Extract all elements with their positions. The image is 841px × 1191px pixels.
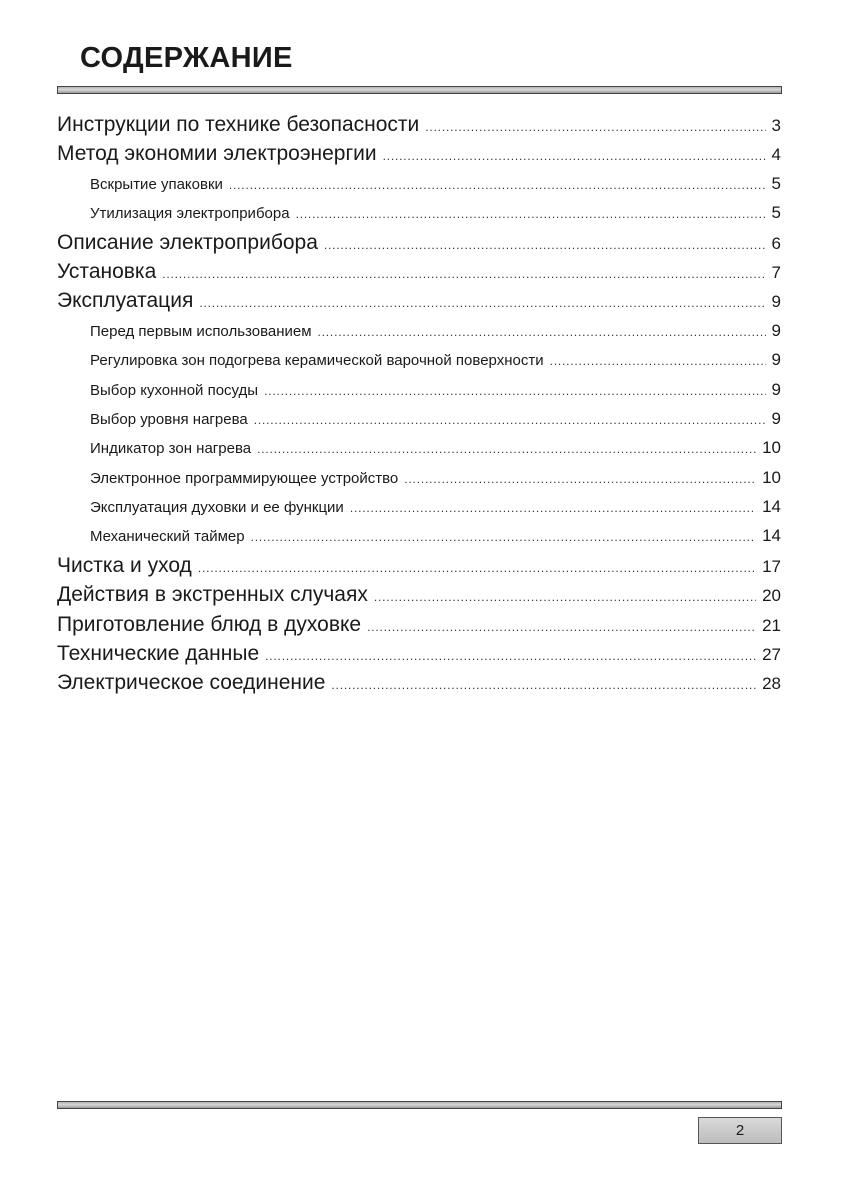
toc-entry[interactable] [57, 668, 781, 697]
toc-entry-page: 3 [771, 116, 781, 135]
header-rule [57, 86, 782, 94]
toc-dot-leader [265, 650, 756, 662]
toc-entry-page: 4 [771, 145, 781, 165]
toc-dot-leader [251, 531, 757, 543]
toc-entry-label: Электронное программирующее устройство [90, 469, 399, 487]
toc-dot-leader [198, 562, 756, 574]
toc-entry-page: 9 [771, 292, 781, 312]
toc-entry-page: 17 [762, 556, 781, 576]
toc-dot-leader [264, 385, 765, 397]
toc-entry-page: 9 [771, 408, 781, 428]
toc-entry-label: Метод экономии электроэнергии [57, 142, 377, 166]
toc-dot-leader [350, 502, 756, 514]
toc-entry-page: 6 [771, 233, 781, 253]
toc-entry[interactable] [57, 610, 781, 639]
toc-entry-label: Перед первым использованием [90, 322, 312, 340]
toc-entry[interactable] [57, 257, 781, 286]
toc-dot-leader [296, 208, 766, 220]
toc-entry-label: Установка [57, 259, 157, 283]
toc-entry-page: 28 [762, 674, 781, 694]
page-title: СОДЕРЖАНИЕ [80, 42, 293, 74]
toc-dot-leader [318, 326, 766, 338]
toc-entry[interactable] [57, 551, 781, 580]
toc-entry-page: 9 [771, 320, 781, 340]
toc-entry-page: 21 [762, 615, 781, 635]
toc-entry[interactable] [57, 228, 781, 257]
toc-dot-leader [331, 679, 756, 691]
toc-entry-label: Действия в экстренных случаях [57, 583, 368, 607]
toc-subentry[interactable] [57, 433, 781, 462]
toc-dot-leader [374, 591, 756, 603]
toc-entry-label: Инструкции по технике безопасности [57, 113, 420, 136]
toc-entry-label: Чистка и уход [57, 553, 192, 577]
toc-subentry[interactable] [57, 404, 781, 433]
toc-dot-leader [229, 179, 766, 191]
footer-rule [57, 1101, 782, 1109]
toc-entry-label: Утилизация электроприбора [90, 205, 290, 223]
toc-entry[interactable] [57, 139, 781, 168]
toc-dot-leader [324, 239, 766, 251]
toc-entry-label: Электрическое соединение [57, 671, 326, 695]
toc-subentry[interactable] [57, 345, 781, 374]
page-number: 2 [698, 1117, 782, 1144]
toc-dot-leader [199, 297, 765, 309]
toc-entry-page: 14 [762, 526, 781, 546]
toc-dot-leader [162, 268, 765, 280]
toc-entry-page: 10 [762, 438, 781, 458]
toc-subentry[interactable] [57, 316, 781, 345]
toc-entry[interactable] [57, 580, 781, 609]
toc-entry-label: Механический таймер [90, 528, 245, 546]
toc-subentry[interactable] [57, 375, 781, 404]
toc-entry-label: Приготовление блюд в духовке [57, 612, 362, 636]
toc-entry-page: 27 [762, 645, 781, 665]
toc-subentry[interactable] [57, 521, 781, 550]
table-of-contents [57, 110, 781, 698]
toc-dot-leader [367, 621, 756, 633]
toc-entry-label: Технические данные [57, 642, 260, 666]
toc-entry-label: Регулировка зон подогрева керамической варочной поверхности [90, 352, 544, 370]
toc-entry[interactable] [57, 286, 781, 315]
toc-entry-page: 5 [771, 173, 781, 193]
toc-entry-label: Вскрытие упаковки [90, 175, 223, 193]
toc-subentry[interactable] [57, 169, 781, 198]
toc-entry-label: Индикатор зон нагрева [90, 440, 252, 458]
toc-subentry[interactable] [57, 198, 781, 227]
toc-dot-leader [383, 150, 766, 162]
toc-entry-page: 10 [762, 467, 781, 487]
toc-entry-label: Описание электроприбора [57, 230, 318, 254]
toc-entry-page: 5 [771, 203, 781, 223]
toc-entry-page: 9 [771, 350, 781, 370]
toc-entry-label: Эксплуатация духовки и ее функции [90, 499, 344, 517]
toc-dot-leader [257, 443, 756, 455]
toc-dot-leader [550, 355, 766, 367]
toc-entry-label: Выбор уровня нагрева [90, 410, 248, 428]
toc-entry[interactable] [57, 110, 781, 139]
toc-entry-page: 20 [762, 586, 781, 606]
toc-entry-label: Эксплуатация [57, 289, 194, 313]
toc-entry-label: Выбор кухонной посуды [90, 381, 259, 399]
toc-entry[interactable] [57, 639, 781, 668]
toc-dot-leader [254, 414, 766, 426]
toc-entry-page: 14 [762, 497, 781, 517]
toc-subentry[interactable] [57, 463, 781, 492]
toc-dot-leader [425, 121, 765, 133]
toc-subentry[interactable] [57, 492, 781, 521]
toc-entry-page: 9 [771, 379, 781, 399]
toc-dot-leader [404, 473, 756, 485]
toc-entry-page: 7 [771, 262, 781, 282]
